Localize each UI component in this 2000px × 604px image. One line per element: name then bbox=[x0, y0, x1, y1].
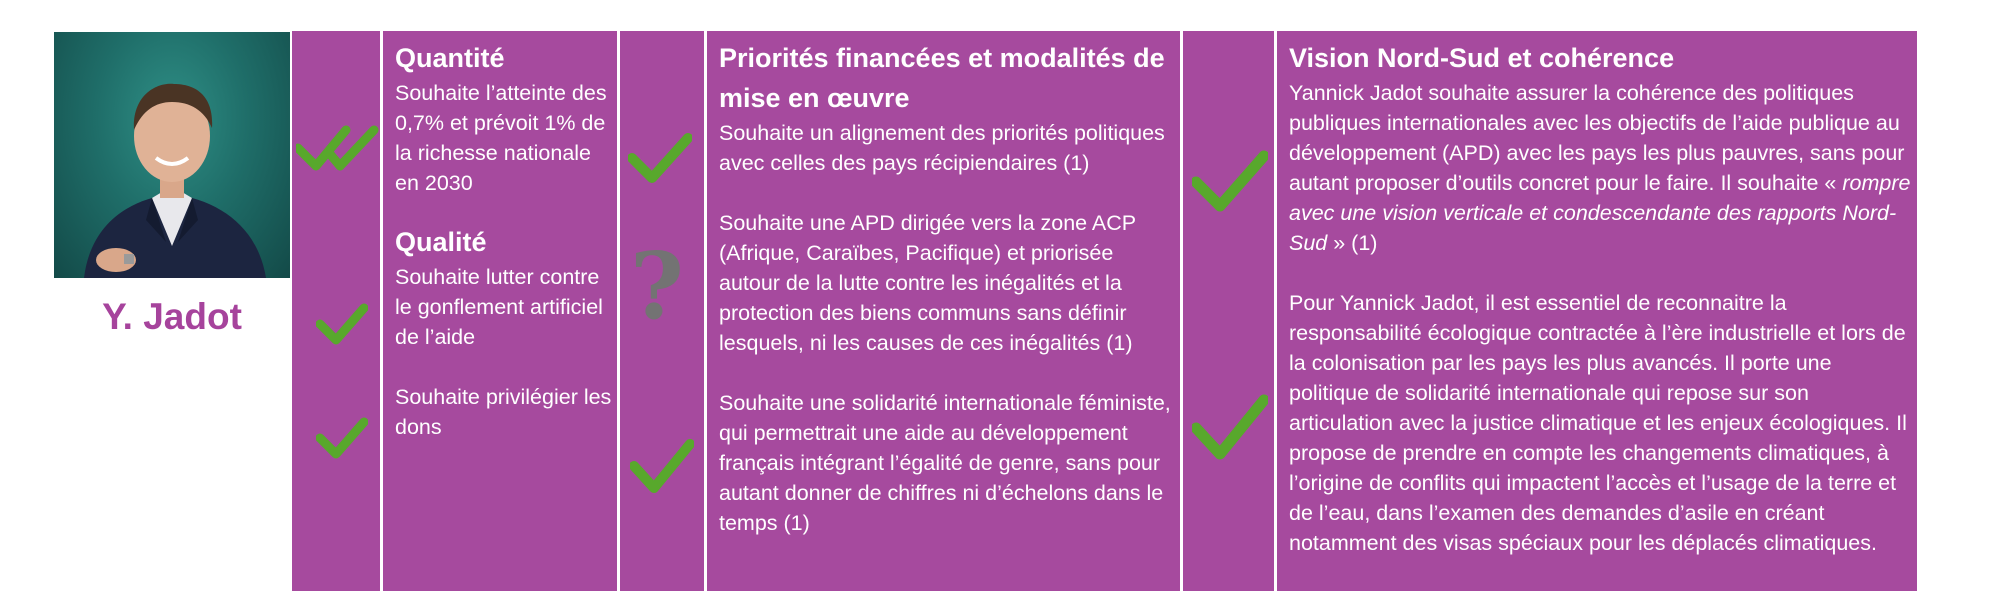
quality-item: Souhaite privilégier les dons bbox=[395, 385, 612, 439]
vision-paragraph-1 bbox=[1289, 78, 1913, 258]
quality-title: Qualité bbox=[395, 227, 487, 257]
portrait-photo bbox=[54, 32, 290, 278]
quantity-text: Souhaite l’atteinte des 0,7% et prévoit 1% de la richesse nationale en 2030 bbox=[395, 81, 607, 195]
check-icon bbox=[628, 132, 692, 184]
check-icon bbox=[1192, 394, 1268, 460]
check-icon bbox=[630, 438, 694, 494]
quality-item: Souhaite lutter contre le gonflement artificiel de l’aide bbox=[395, 265, 603, 349]
priorities-item: Souhaite une APD dirigée vers la zone ACP (Afrique, Caraïbes, Pacifique) et priorisée autour de la lutte contre les inégalités et la protection des biens communs sans définir lesquels, ni les causes de ces inégalités (1) bbox=[719, 211, 1136, 355]
person-name: Y. Jadot bbox=[102, 296, 242, 337]
vision-text bbox=[1289, 38, 1913, 558]
panel-check-col-3 bbox=[1183, 31, 1274, 591]
priorities-text bbox=[719, 38, 1175, 538]
double-check-icon bbox=[296, 124, 380, 174]
priorities-title: Priorités financées et modalités de mise en œuvre bbox=[719, 43, 1165, 113]
vision-p1-end: » (1) bbox=[1327, 231, 1378, 255]
priorities-item: Souhaite une solidarité internationale féministe, qui permettrait une aide au développement français intégrant l’égalité de genre, sans pour autant donner de chiffres ni d’échelons dans le temps (1) bbox=[719, 391, 1171, 535]
vision-quote: rompre avec une vision verticale et condescendante des rapports Nord-Sud bbox=[1289, 171, 1911, 255]
question-icon: ? bbox=[630, 232, 684, 340]
quantity-quality-text bbox=[395, 38, 613, 442]
vision-p1-start: Yannick Jadot souhaite assurer la cohérence des politiques publiques internationales avec les objectifs de l’aide publique au développement (APD) avec les pays les plus pauvres, sans pour autant proposer d’outils concret pour le faire. Il souhaite « bbox=[1289, 81, 1905, 195]
check-icon bbox=[316, 416, 368, 460]
quantity-title: Quantité bbox=[395, 43, 505, 73]
vision-paragraph-2: Pour Yannick Jadot, il est essentiel de reconnaitre la responsabilité écologique contractée à l’ère industrielle et lors de la colonisation par les pays les plus avancés. Il porte une politique de solidarité internationale qui repose sur son articulation avec la justice climatique et les enjeux écologiques. Il propose de prendre en compte les changements climatiques, à l’origine de conflits qui impactent l’accès et l’usage de la terre et de l’eau, dans l’examen des demandes d’asile en créant notamment des visas spéciaux pour les déplacés climatiques. bbox=[1289, 291, 1907, 555]
priorities-item: Souhaite un alignement des priorités politiques avec celles des pays récipiendaires (1) bbox=[719, 121, 1165, 175]
check-icon bbox=[1192, 150, 1268, 212]
vision-title: Vision Nord-Sud et cohérence bbox=[1289, 43, 1675, 73]
check-icon bbox=[316, 302, 368, 346]
